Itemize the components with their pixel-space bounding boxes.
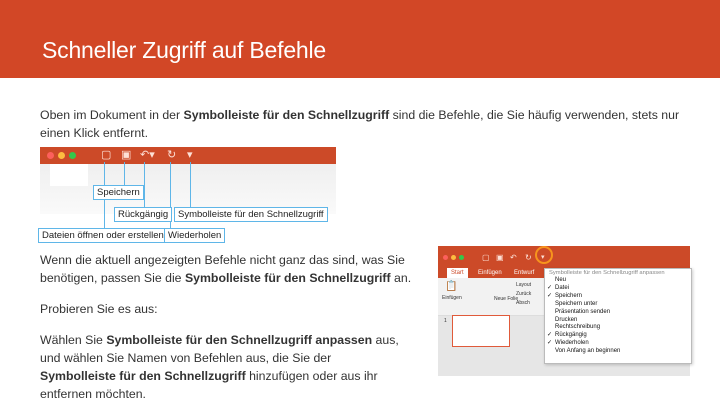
instructions-text-2: aus, und wählen Sie Namen von Befehlen aus, die Sie der [40, 333, 399, 365]
layout-label[interactable]: Layout [516, 282, 532, 288]
slide-title: Schneller Zugriff auf Befehle [42, 37, 327, 63]
customize-toolbar-icon[interactable]: ▾ [187, 149, 193, 161]
slide-thumbnail[interactable] [452, 315, 510, 347]
menu-item-label: Speichern unter [555, 300, 598, 307]
menu-item-speichern[interactable] [545, 293, 691, 301]
customize-toolbar-menu [544, 268, 692, 364]
undo-icon[interactable]: ↶▾ [140, 149, 155, 161]
ppt-title-bar [438, 246, 690, 268]
slide-number: 1 [444, 318, 447, 324]
tab-start[interactable]: Start [447, 268, 468, 278]
menu-item-rueckgaengig[interactable] [545, 332, 691, 340]
reset-label[interactable]: Zurück [516, 291, 532, 297]
paste-icon[interactable]: 📋 [445, 281, 458, 292]
section-label[interactable]: Absch [516, 300, 530, 306]
checkmark-icon: ✓ [547, 284, 553, 291]
instructions-bold-2: Symbolleiste für den Schnellzugriff [40, 369, 246, 383]
instructions-text-3: hinzufügen oder aus ihr entfernen möchten. [40, 369, 378, 401]
intro-text-end: sind die Befehle, die Sie häufig verwenden, stets nur einen Klick entfernt. [40, 108, 680, 140]
paste-label[interactable]: Einfügen [442, 295, 462, 301]
quick-access-toolbar-figure [40, 147, 336, 243]
start-tab-blank [50, 164, 88, 186]
tab-insert[interactable]: Einfügen [478, 270, 502, 276]
menu-item-label: Von Anfang an beginnen [555, 348, 621, 355]
intro-paragraph [40, 106, 680, 142]
instructions-bold-1: Symbolleiste für den Schnellzugriff anpassen [106, 333, 373, 347]
menu-item-von-anfang[interactable] [545, 348, 691, 356]
checkmark-icon: ✓ [547, 332, 553, 339]
checkmark-icon: ✓ [547, 292, 553, 299]
menu-item-label: Speichern [555, 292, 583, 299]
menu-item-label: Rechtschreibung [555, 324, 601, 331]
menu-item-label: Präsentation senden [555, 308, 611, 315]
intro-text: Oben im Dokument in der [40, 108, 184, 122]
open-file-icon[interactable]: ▢ [101, 149, 112, 161]
highlight-circle [535, 246, 553, 264]
callout-undo: Rückgängig [114, 207, 172, 222]
save-icon[interactable]: ▣ [121, 149, 132, 161]
menu-item-label: Wiederholen [555, 340, 589, 347]
menu-header: Symbolleiste für den Schnellzugriff anpassen [549, 270, 665, 276]
callout-line-save [124, 162, 125, 187]
callout-redo: Wiederholen [164, 228, 225, 243]
callout-qat: Symbolleiste für den Schnellzugriff [174, 207, 328, 222]
menu-item-drucken[interactable] [545, 317, 691, 325]
customize-paragraph [40, 251, 420, 287]
checkmark-icon: ✓ [547, 340, 553, 347]
ppt-zoom-icon[interactable] [459, 255, 464, 260]
callout-open: Dateien öffnen oder erstellen [38, 228, 168, 243]
new-slide-label[interactable]: Neue Folie [494, 296, 519, 302]
try-it-paragraph: Probieren Sie es aus: [40, 302, 158, 316]
intro-bold-text: Symbolleiste für den Schnellzugriff [183, 108, 390, 122]
zoom-window-icon[interactable] [69, 152, 76, 159]
redo-icon[interactable]: ↻ [167, 149, 177, 161]
menu-item-label: Datei [555, 284, 570, 291]
menu-item-label: Drucken [555, 316, 578, 323]
minimize-window-icon[interactable] [58, 152, 65, 159]
ppt-save-icon[interactable]: ▣ [496, 253, 504, 262]
menu-item-praesentation-senden[interactable] [545, 309, 691, 317]
instructions-paragraph [40, 331, 400, 403]
customize-text: Wenn die aktuell angezeigten Befehle nicht ganz das sind, was Sie benötigen, passen Sie die [40, 253, 405, 285]
ppt-redo-icon[interactable]: ↻ [525, 253, 532, 262]
ppt-undo-icon[interactable]: ↶ [510, 253, 517, 262]
slide-header [0, 0, 720, 78]
callout-save: Speichern [93, 185, 144, 200]
close-window-icon[interactable] [47, 152, 54, 159]
callout-line-qat [190, 162, 191, 208]
ppt-close-icon[interactable] [443, 255, 448, 260]
customize-text-end: an. [390, 271, 412, 285]
menu-item-speichern-unter[interactable] [545, 301, 691, 309]
ppt-open-icon[interactable]: ▢ [482, 253, 490, 262]
menu-item-neu[interactable] [545, 277, 691, 285]
menu-item-datei[interactable] [545, 285, 691, 293]
ppt-customize-icon[interactable]: ▾ [541, 254, 545, 261]
ppt-minimize-icon[interactable] [451, 255, 456, 260]
tab-design[interactable]: Entwurf [514, 270, 535, 276]
menu-item-label: Rückgängig [555, 332, 587, 339]
menu-item-rechtschreibung[interactable] [545, 324, 691, 332]
instructions-text-1: Wählen Sie [40, 333, 107, 347]
callout-line-undo [144, 162, 145, 208]
menu-item-wiederholen[interactable] [545, 340, 691, 348]
customize-bold-text: Symbolleiste für den Schnellzugriff [184, 271, 391, 285]
customize-menu-figure [438, 246, 690, 376]
menu-item-label: Neu [555, 277, 567, 283]
